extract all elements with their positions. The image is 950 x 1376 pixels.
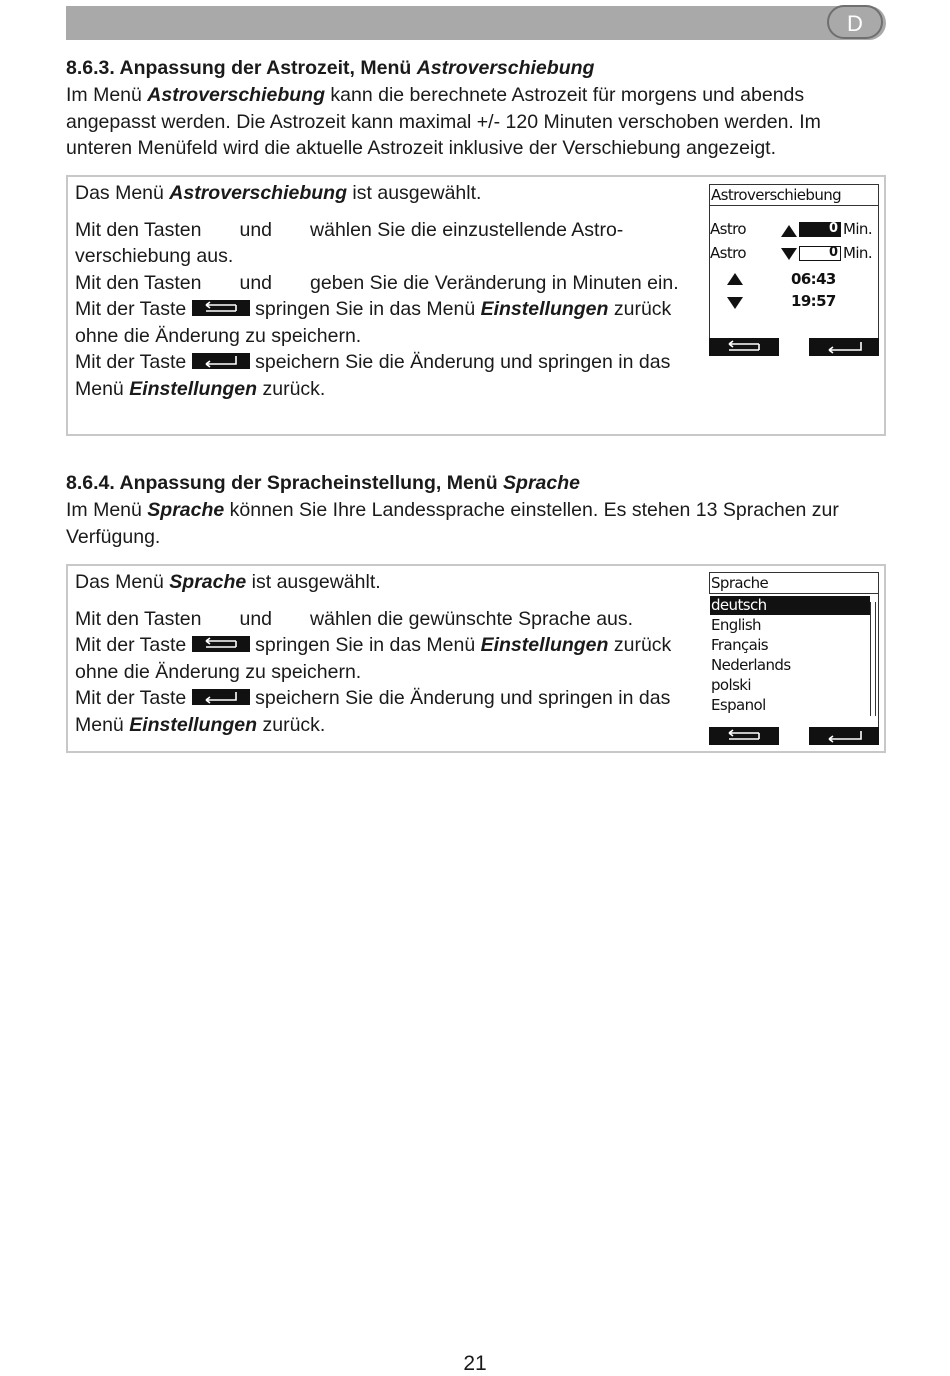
instruction-text-astro	[75, 180, 690, 402]
back-text-b: springen Sie in das Menü	[249, 634, 481, 656]
save-text-a: Mit der Taste	[75, 351, 187, 373]
language-item: English	[711, 616, 761, 634]
keys-text-c: geben Sie die Veränderung in Minuten ein.	[310, 271, 679, 294]
intro-menu: Sprache	[147, 499, 225, 521]
keys-line-1	[75, 217, 690, 270]
display-row1-unit: Min.	[843, 220, 872, 238]
save-menu: Einstellungen	[129, 713, 258, 736]
keys-line-1	[75, 606, 690, 633]
display-enter-key	[809, 338, 879, 356]
enter-key-icon	[192, 689, 250, 705]
arrow-down-icon	[727, 297, 743, 309]
keys-text-b: und	[239, 218, 273, 241]
language-item: Espanol	[711, 696, 766, 714]
save-line	[75, 685, 690, 738]
save-line	[75, 349, 690, 402]
back-text-a: Mit der Taste	[75, 298, 187, 320]
selected-prefix: Das Menü	[75, 182, 170, 204]
save-text-a: Mit der Taste	[75, 687, 187, 709]
instruction-box-language	[66, 564, 886, 753]
section-title-prefix: 8.6.3. Anpassung der Astrozeit, Menü	[66, 57, 417, 79]
intro-prefix: Im Menü	[66, 84, 148, 106]
section-intro-language	[66, 497, 888, 550]
display-row1-label: Astro	[710, 220, 746, 238]
section-title-menu: Astroverschiebung	[416, 57, 595, 79]
keys-text-c: wählen Sie die einzustellende Astro-verschiebung aus.	[75, 218, 624, 267]
intro-suffix: kann die berechnete Astrozeit für morgens und abends angepasst werden. Die Astrozeit kann maximal +/- 120 Minuten verschoben werden. Im unteren Menüfeld wird die aktuelle Astrozeit inklusive der Verschiebung angezeigt.	[66, 84, 821, 159]
keys-line-2	[75, 270, 690, 297]
display-astro	[709, 184, 879, 356]
arrow-down-icon	[781, 248, 797, 260]
language-item: deutsch	[710, 596, 870, 615]
keys-text-a: Mit den Tasten	[75, 218, 202, 241]
back-menu: Einstellungen	[480, 634, 609, 656]
section-title-prefix: 8.6.4. Anpassung der Spracheinstellung, Menü	[66, 472, 504, 494]
keys-text-a: Mit den Tasten	[75, 607, 202, 630]
page-number: 21	[463, 1352, 487, 1375]
selected-suffix: ist ausgewählt.	[347, 182, 482, 204]
display-time-up: 06:43	[791, 270, 836, 288]
keys-text-b: und	[239, 607, 273, 630]
display-time-down: 19:57	[791, 292, 836, 310]
language-badge: D	[827, 5, 883, 39]
section-title-astro	[66, 57, 594, 80]
intro-menu: Astroverschiebung	[147, 84, 325, 106]
selected-line	[75, 569, 690, 596]
back-line	[75, 632, 690, 685]
scrollbar	[870, 602, 876, 716]
save-text-c: zurück.	[257, 377, 326, 400]
intro-suffix: können Sie Ihre Landessprache einstellen. Es stehen 13 Sprachen zur Verfügung.	[66, 499, 839, 548]
instruction-box-astro	[66, 175, 886, 436]
display-back-key	[709, 727, 779, 745]
language-item: Nederlands	[711, 656, 791, 674]
save-menu: Einstellungen	[129, 377, 258, 400]
save-text-b: speichern Sie die Änderung und springen in das Menü	[75, 687, 671, 736]
back-text-c: zurück ohne die Änderung zu speichern.	[75, 634, 672, 683]
language-item: Français	[711, 636, 769, 654]
keys-text-b: und	[239, 271, 273, 294]
display-row2-unit: Min.	[843, 244, 872, 262]
instruction-text-language	[75, 569, 690, 738]
arrow-up-icon	[781, 225, 797, 237]
arrow-up-icon	[727, 273, 743, 285]
back-text-c: zurück ohne die Änderung zu speichern.	[75, 298, 672, 347]
enter-key-icon	[192, 353, 250, 369]
display-language	[709, 572, 879, 744]
keys-text-c: wählen die gewünschte Sprache aus.	[310, 607, 634, 630]
display-enter-key	[809, 727, 879, 745]
back-text-b: springen Sie in das Menü	[249, 298, 481, 320]
back-key-icon	[192, 300, 250, 316]
save-text-b: speichern Sie die Änderung und springen in das Menü	[75, 351, 671, 400]
selected-suffix: ist ausgewählt.	[246, 571, 381, 593]
section-intro-astro	[66, 82, 888, 162]
language-item: polski	[711, 676, 751, 694]
display-title: Sprache	[709, 572, 879, 594]
back-text-a: Mit der Taste	[75, 634, 187, 656]
back-key-icon	[192, 636, 250, 652]
keys-text-a: Mit den Tasten	[75, 271, 202, 294]
selected-line	[75, 180, 690, 207]
display-back-key	[709, 338, 779, 356]
header-bar	[66, 6, 886, 40]
intro-prefix: Im Menü	[66, 499, 148, 521]
display-title: Astroverschiebung	[709, 184, 879, 206]
save-text-c: zurück.	[257, 713, 326, 736]
selected-prefix: Das Menü	[75, 571, 170, 593]
display-row1-value: 0	[799, 222, 841, 237]
section-title-menu: Sprache	[503, 472, 580, 494]
back-line	[75, 296, 690, 349]
back-menu: Einstellungen	[480, 298, 609, 320]
selected-menu: Astroverschiebung	[169, 182, 348, 204]
display-row2-value: 0	[799, 246, 841, 261]
section-title-language	[66, 472, 580, 495]
selected-menu: Sprache	[169, 571, 247, 593]
display-row2-label: Astro	[710, 244, 746, 262]
